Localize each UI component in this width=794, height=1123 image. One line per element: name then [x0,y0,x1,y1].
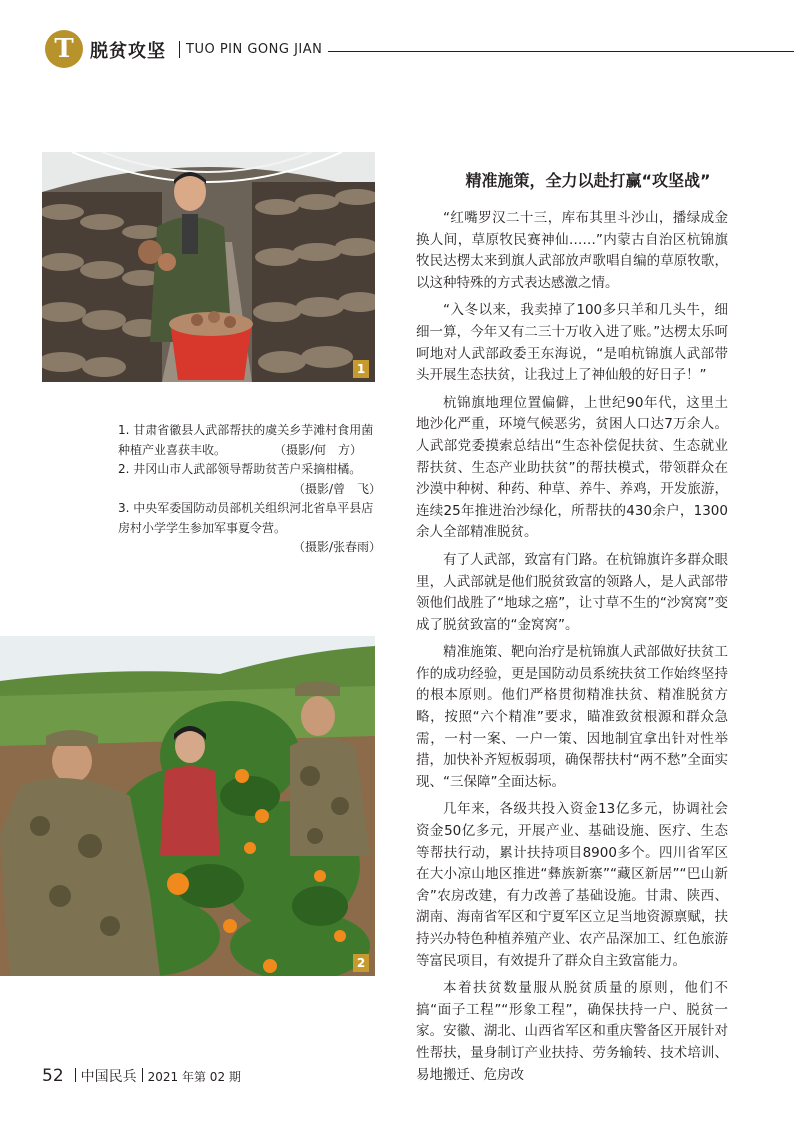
page-footer [42,1066,241,1090]
photo-mushroom-harvest [42,152,375,382]
article-paragraph: 杭锦旗地理位置偏僻，上世纪90年代，这里土地沙化严重，环境气候恶劣，贫困人口达7万余人。人武部党委摸索总结出“生态补偿促扶贫、生态就业帮扶贫、生态产业助扶贫”的帮扶模式，带领群众在沙漠中种树、种药、种草、养牛、养鸡，开发旅游，连续25年推进治沙绿化，所帮扶的430余户，1300余人全部精准脱贫。 [416,394,728,541]
caption-line: 3. 中央军委国防动员部机关组织河北省阜平县店 [118,501,374,515]
article-paragraph: “红嘴罗汉二十三，库布其里斗沙山，播绿成金换人间，草原牧民赛神仙……”内蒙古自治区杭锦旗牧民达楞太来到旗人武部放声歌唱自编的草原牧歌，以这种特殊的方式表达感激之情。 [416,210,728,291]
photo-captions [118,421,383,558]
caption-line: 种植产业喜获丰收。 （摄影/何 方） [118,442,363,457]
header-rule [328,51,794,52]
caption-line: 2. 井冈山市人武部领导帮助贫苦户采摘柑橘。 [118,462,362,476]
magazine-name: 中国民兵 [80,1069,137,1085]
article-paragraph: 精准施策、靶向治疗是杭锦旗人武部做好扶贫工作的成功经验，更是国防动员系统扶贫工作始终坚持的根本原则。他们严格贯彻精准扶贫、精准脱贫方略，按照“六个精准”要求，瞄准致贫根源和群众急需，一村一案、一户一策、因地制宜拿出针对性举措，加快补齐短板弱项，确保帮扶村“两不愁”全面实现、“三保障”全面达标。 [416,644,728,790]
header-divider [179,41,180,58]
mushroom-greenhouse-image [42,152,375,382]
caption-credit: （摄影/曾 飞） [292,481,381,496]
caption-line: 1. 甘肃省徽县人武部帮扶的虞关乡芋滩村食用菌 [118,423,374,437]
footer-divider [75,1068,76,1082]
caption-credit: （摄影/张春雨） [292,540,381,554]
photo-number-badge: 2 [353,954,369,972]
photo-orange-picking [0,636,375,976]
article-paragraph: 本着扶贫数量服从脱贫质量的原则，他们不搞“面子工程”“形象工程”，确保扶持一户、脱贫一家。安徽、湖北、山西省军区和重庆警备区开展针对性帮扶，量身制订产业扶持、劳务输转、技术培训、易地搬迁、危房改 [416,980,728,1083]
footer-divider [142,1068,143,1082]
article-paragraph: “入冬以来，我卖掉了100多只羊和几头牛，细细一算，今年又有二三十万收入进了账。”达楞太乐呵呵地对人武部政委王东海说，“是咱杭锦旗人武部带头开展生态扶贫，让我过上了神仙般的好日子！” [416,302,728,384]
article-paragraph: 有了人武部，致富有门路。在杭锦旗许多群众眼里，人武部就是他们脱贫致富的领路人，是人武部带领他们战胜了“地球之癌”，让寸草不生的“沙窝窝”变成了脱贫致富的“金窝窝”。 [416,551,728,633]
article-title: 精准施策，全力以赴打赢“攻坚战” [465,171,711,190]
photo-number-badge: 1 [353,360,369,378]
section-badge-icon: T [45,30,83,68]
section-pinyin: TUO PIN GONG JIAN [186,42,323,57]
caption-line: 房村小学学生参加军事夏令营。 [118,520,287,535]
page-number: 52 [42,1066,64,1086]
article-paragraph: 几年来，各级共投入资金13亿多元，协调社会资金50亿多元，开展产业、基础设施、医疗、生态等帮扶行动，累计扶持项目8900多个。四川省军区在大小凉山地区推进“彝族新寨”“藏区新居”“巴山新舍”农房改建，有力改善了基础设施。甘肃、陕西、湖南、海南省军区和宁夏军区立足当地资源禀赋，扶持兴办特色种植养殖产业、农产品深加工、红色旅游等富民项目，有效提升了群众自主致富能力。 [416,801,728,969]
orange-orchard-image [0,636,375,976]
issue-label: 2021 年第 02 期 [147,1070,241,1084]
article-body [416,208,728,1092]
page-header [0,0,794,80]
section-title: 脱贫攻坚 [90,41,166,62]
